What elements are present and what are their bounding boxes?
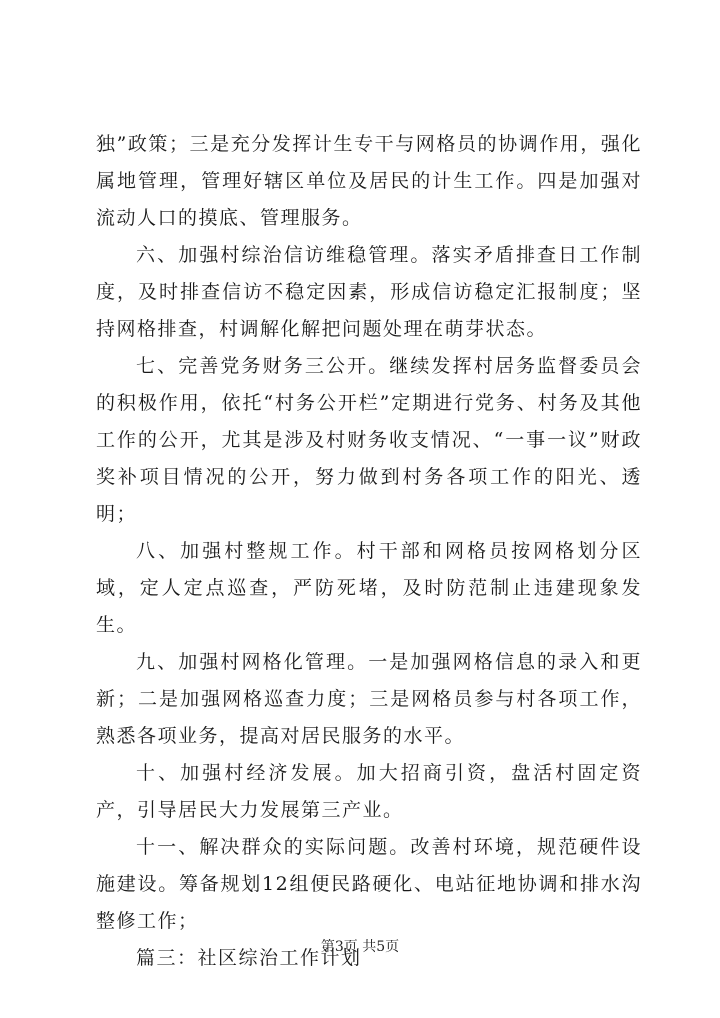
page-footer: 第3页 共5页	[320, 939, 400, 955]
document-body	[96, 126, 642, 977]
paragraph-3: 七、完善党务财务三公开。继续发挥村居务监督委员会的积极作用，依托“村务公开栏”定期进行党务、村务及其他工作的公开，尤其是涉及村财务收支情况、“一事一议”财政奖补项目情况的公开，努力做到村务各项工作的阳光、透明；	[96, 355, 642, 525]
paragraph-5: 九、加强村网格化管理。一是加强网格信息的录入和更新；二是加强网格巡查力度；三是网格员参与村各项工作，熟悉各项业务，提高对居民服务的水平。	[96, 651, 642, 747]
section-heading: 篇三：社区综治工作计划	[136, 947, 362, 969]
paragraph-6: 十、加强村经济发展。加大招商引资，盘活村固定资产，引导居民大力发展第三产业。	[96, 762, 642, 821]
paragraph-1: 独”政策；三是充分发挥计生专干与网格员的协调作用，强化属地管理，管理好辖区单位及居民的计生工作。四是加强对流动人口的摸底、管理服务。	[96, 133, 642, 229]
paragraph-2: 六、加强村综治信访维稳管理。落实矛盾排查日工作制度，及时排查信访不稳定因素，形成信访稳定汇报制度；坚持网格排查，村调解化解把问题处理在萌芽状态。	[96, 244, 642, 340]
paragraph-4: 八、加强村整规工作。村干部和网格员按网格划分区域，定人定点巡查，严防死堵，及时防范制止违建现象发生。	[96, 540, 642, 636]
paragraph-7: 十一、解决群众的实际问题。改善村环境，规范硬件设施建设。筹备规划12组便民路硬化、电站征地协调和排水沟整修工作；	[96, 836, 642, 932]
